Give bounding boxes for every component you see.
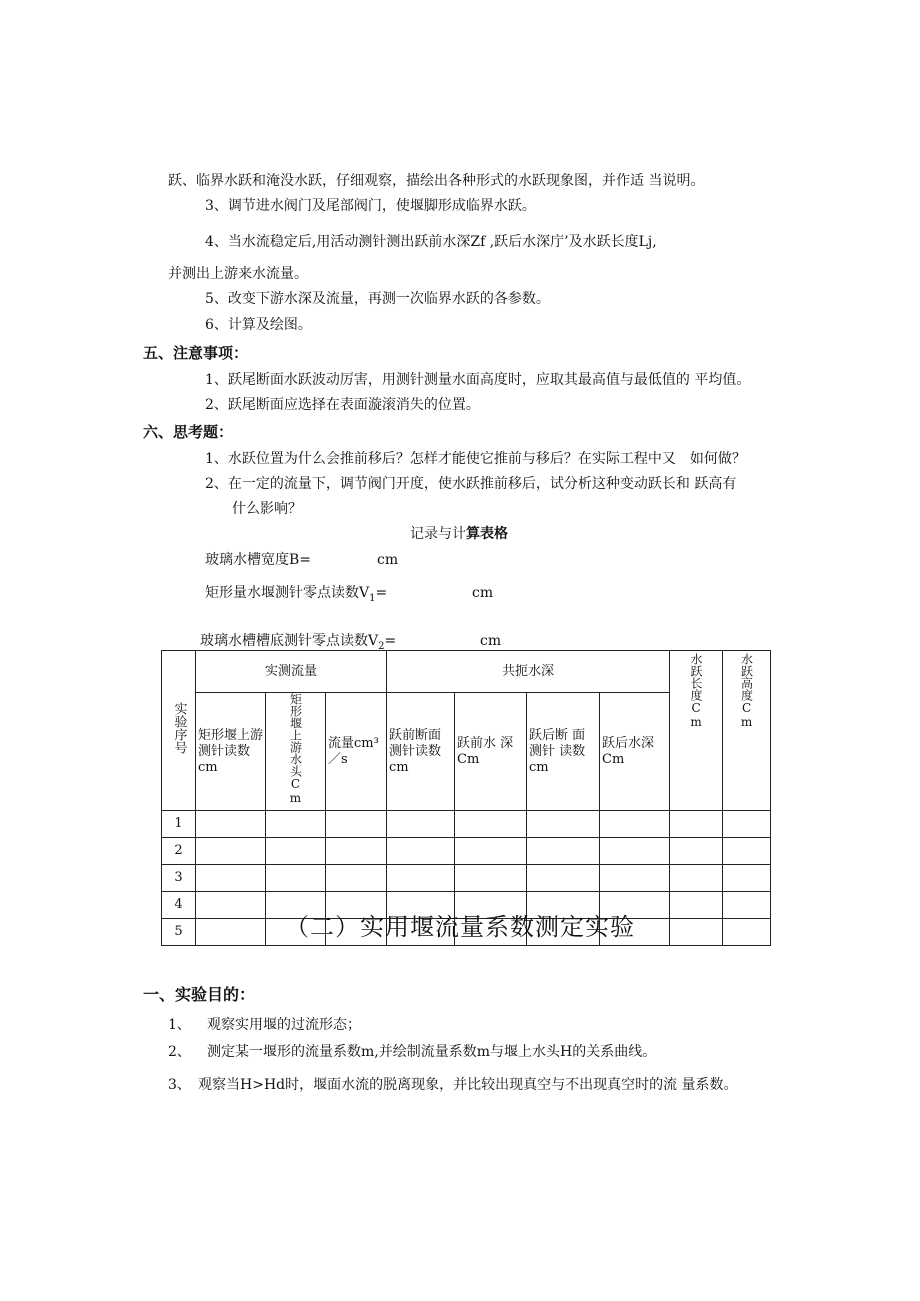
section5-item-1: 1、跃尾断面水跃波动厉害，用测针测量水面高度时，应取其最高值与最低值的 平均值。 bbox=[205, 372, 751, 388]
table-cell[interactable] bbox=[387, 811, 455, 838]
intro-line-5: 5、改变下游水深及流量，再测一次临界水跃的各参数。 bbox=[205, 291, 550, 307]
table-cell[interactable] bbox=[387, 838, 455, 865]
intro-line-2: 3、调节进水阀门及尾部阀门，使堰脚形成临界水跃。 bbox=[205, 198, 536, 214]
table-cell[interactable] bbox=[527, 865, 600, 892]
row-number: 3 bbox=[162, 865, 196, 892]
v2-label: 玻璃水槽槽底测针零点读数$V_2=$ bbox=[200, 633, 397, 652]
table-cell[interactable] bbox=[723, 811, 771, 838]
table-cell[interactable] bbox=[723, 865, 771, 892]
section6-heading: 六、思考题： bbox=[143, 423, 234, 441]
table-cell[interactable] bbox=[196, 865, 266, 892]
table-cell[interactable] bbox=[326, 838, 387, 865]
sub-pre-depth-header: 跃前水 深Cm bbox=[455, 693, 527, 811]
table-cell[interactable] bbox=[600, 865, 670, 892]
intro-line-1: 跃、临界水跃和淹没水跃，仔细观察，描绘出各种形式的水跃现象图，并作适 当说明。 bbox=[168, 173, 705, 189]
col-seq-header: 实验序号 bbox=[162, 651, 196, 811]
table-cell[interactable] bbox=[196, 811, 266, 838]
sub-post-reading-header: 跃后断 面测针 读数cm bbox=[527, 693, 600, 811]
sub-post-depth-header: 跃后水深Cm bbox=[600, 693, 670, 811]
section6-item-1: 1、水跃位置为什么会推前移后？怎样才能使它推前与移后？在实际工程中又 如何做？ bbox=[205, 451, 746, 467]
section6-item-2: 2、在一定的流量下，调节阀门开度，使水跃推前移后，试分析这种变动跃长和 跃高有 bbox=[205, 476, 737, 492]
group-depth-header: 共扼水深 bbox=[387, 651, 670, 693]
part2-item-3-num: 3、 bbox=[168, 1077, 191, 1093]
part2-item-2-text: 测定某一堰形的流量系数m,并绘制流量系数m与堰上水头H的关系曲线。 bbox=[207, 1044, 657, 1060]
record-caption-bold: 算表格 bbox=[466, 526, 508, 542]
table-cell[interactable] bbox=[670, 865, 723, 892]
width-label: 玻璃水槽宽度B= bbox=[205, 552, 312, 568]
table-cell[interactable] bbox=[266, 838, 326, 865]
table-cell[interactable] bbox=[527, 811, 600, 838]
part2-title: （二）实用堰流量系数测定实验 bbox=[285, 913, 635, 941]
table-cell[interactable] bbox=[670, 811, 723, 838]
intro-line-6: 6、计算及绘图。 bbox=[205, 317, 312, 333]
section6-item-2-cont: 什么影响？ bbox=[232, 501, 302, 517]
table-cell[interactable] bbox=[387, 865, 455, 892]
section5-heading: 五、注意事项： bbox=[143, 344, 249, 362]
record-caption bbox=[410, 525, 508, 543]
table-cell[interactable] bbox=[326, 865, 387, 892]
table-cell[interactable] bbox=[723, 838, 771, 865]
sub-pre-reading-header: 跃前断面测针读数cm bbox=[387, 693, 455, 811]
row-number: 1 bbox=[162, 811, 196, 838]
table-cell[interactable] bbox=[326, 811, 387, 838]
record-table bbox=[161, 650, 771, 946]
group-flow-header: 实测流量 bbox=[196, 651, 387, 693]
col-jump-length-header: 水跃长度Cm bbox=[670, 651, 723, 811]
table-row bbox=[162, 811, 771, 838]
part2-item-1-num: 1、 bbox=[168, 1017, 191, 1033]
table-cell[interactable] bbox=[670, 838, 723, 865]
sub-flow-header: 流量cm³／s bbox=[326, 693, 387, 811]
table-row bbox=[162, 838, 771, 865]
table-cell[interactable] bbox=[600, 811, 670, 838]
table-cell[interactable] bbox=[266, 865, 326, 892]
part2-item-3-text: 观察当H>Hd时，堰面水流的脱离现象，并比较出现真空与不出现真空时的流 量系数。 bbox=[198, 1077, 738, 1093]
v2-unit: cm bbox=[480, 633, 502, 649]
v2-sub: 2 bbox=[378, 640, 385, 652]
sub-weir-reading-header: 矩形堰上游测针读数cm bbox=[196, 693, 266, 811]
row-number: 4 bbox=[162, 892, 196, 919]
v1-unit: cm bbox=[472, 585, 494, 601]
section5-item-2: 2、跃尾断面应选择在表面漩滚消失的位置。 bbox=[205, 397, 480, 413]
v1-sub: 1 bbox=[369, 592, 376, 604]
table-cell[interactable] bbox=[196, 838, 266, 865]
record-caption-normal: 记录与计 bbox=[410, 526, 466, 542]
part2-item-2-num: 2、 bbox=[168, 1044, 191, 1060]
v1-label: 矩形量水堰测针零点读数$V_1=$ bbox=[205, 585, 388, 604]
table-row bbox=[162, 865, 771, 892]
table-cell[interactable] bbox=[455, 865, 527, 892]
part2-item-1-text: 观察实用堰的过流形态； bbox=[207, 1017, 361, 1033]
intro-line-4: 并测出上游来水流量。 bbox=[168, 266, 308, 282]
row-number: 2 bbox=[162, 838, 196, 865]
sub-weir-head-header: 矩形堰上游水头Cm bbox=[266, 693, 326, 811]
part2-heading: 一、实验目的： bbox=[143, 985, 256, 1004]
table-cell[interactable] bbox=[600, 838, 670, 865]
row-number: 5 bbox=[162, 919, 196, 946]
table-cell[interactable] bbox=[455, 838, 527, 865]
width-unit: cm bbox=[377, 552, 399, 568]
table-cell[interactable] bbox=[527, 838, 600, 865]
table-cell[interactable] bbox=[455, 811, 527, 838]
col-jump-height-header: 水跃高度Cm bbox=[723, 651, 771, 811]
table-cell[interactable] bbox=[266, 811, 326, 838]
intro-line-3: 4、当水流稳定后,用活动测针测出跃前水深Zf ,跃后水深庁’及水跃长度Lj, bbox=[205, 234, 657, 250]
